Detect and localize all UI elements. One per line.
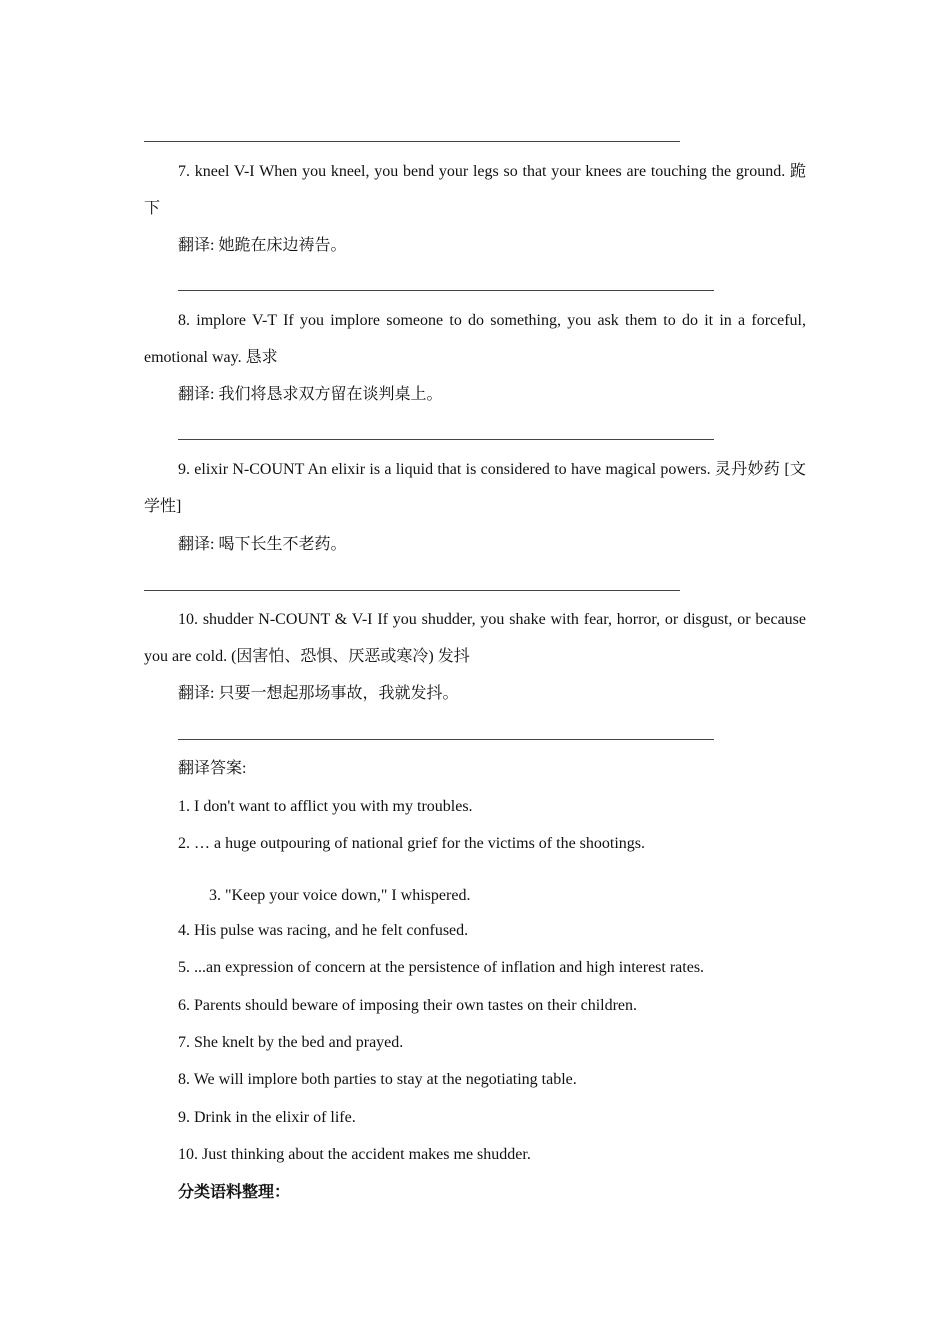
vocab-entry: 8. implore V-T If you implore someone to do something, you ask them to do it in a forceful, emotional way. 恳求 xyxy=(144,312,806,366)
answers-heading: 翻译答案: xyxy=(178,760,247,777)
answer-item: 2. … a huge outpouring of national grief for the victims of the shootings. xyxy=(178,835,646,852)
answer-blank-line[interactable] xyxy=(144,141,680,142)
translate-prompt: 翻译: 我们将恳求双方留在谈判桌上。 xyxy=(178,386,443,403)
answer-item: 8. We will implore both parties to stay at the negotiating table. xyxy=(178,1071,577,1088)
vocab-entry: 9. elixir N-COUNT An elixir is a liquid that is considered to have magical powers. 灵丹妙药 [文学性] xyxy=(144,461,806,515)
section-heading: 分类语料整理： xyxy=(178,1184,291,1201)
answer-item: 4. His pulse was racing, and he felt confused. xyxy=(178,922,469,939)
vocab-entry: 7. kneel V-I When you kneel, you bend your legs so that your knees are touching the ground. 跪下 xyxy=(144,163,806,217)
answer-item: 9. Drink in the elixir of life. xyxy=(178,1109,356,1126)
answer-item: 1. I don't want to afflict you with my troubles. xyxy=(178,798,473,815)
answer-item: 5. ...an expression of concern at the persistence of inflation and high interest rates. xyxy=(178,959,705,976)
translate-prompt: 翻译: 她跪在床边祷告。 xyxy=(178,237,347,254)
translate-prompt: 翻译: 只要一想起那场事故，我就发抖。 xyxy=(178,685,459,702)
answer-item: 3. "Keep your voice down," I whispered. xyxy=(209,887,471,904)
answer-blank-line[interactable] xyxy=(178,439,714,440)
answer-item: 6. Parents should beware of imposing their own tastes on their children. xyxy=(178,997,638,1014)
answer-blank-line[interactable] xyxy=(178,739,714,740)
answer-blank-line[interactable] xyxy=(178,290,714,291)
vocab-entry: 10. shudder N-COUNT & V-I If you shudder, you shake with fear, horror, or disgust, or because you are cold. (因害怕、恐惧、厌恶或寒冷) 发抖 xyxy=(144,611,806,665)
answer-item: 7. She knelt by the bed and prayed. xyxy=(178,1034,404,1051)
answer-item: 10. Just thinking about the accident makes me shudder. xyxy=(178,1146,531,1163)
translate-prompt: 翻译: 喝下长生不老药。 xyxy=(178,536,347,553)
answer-blank-line[interactable] xyxy=(144,590,680,591)
